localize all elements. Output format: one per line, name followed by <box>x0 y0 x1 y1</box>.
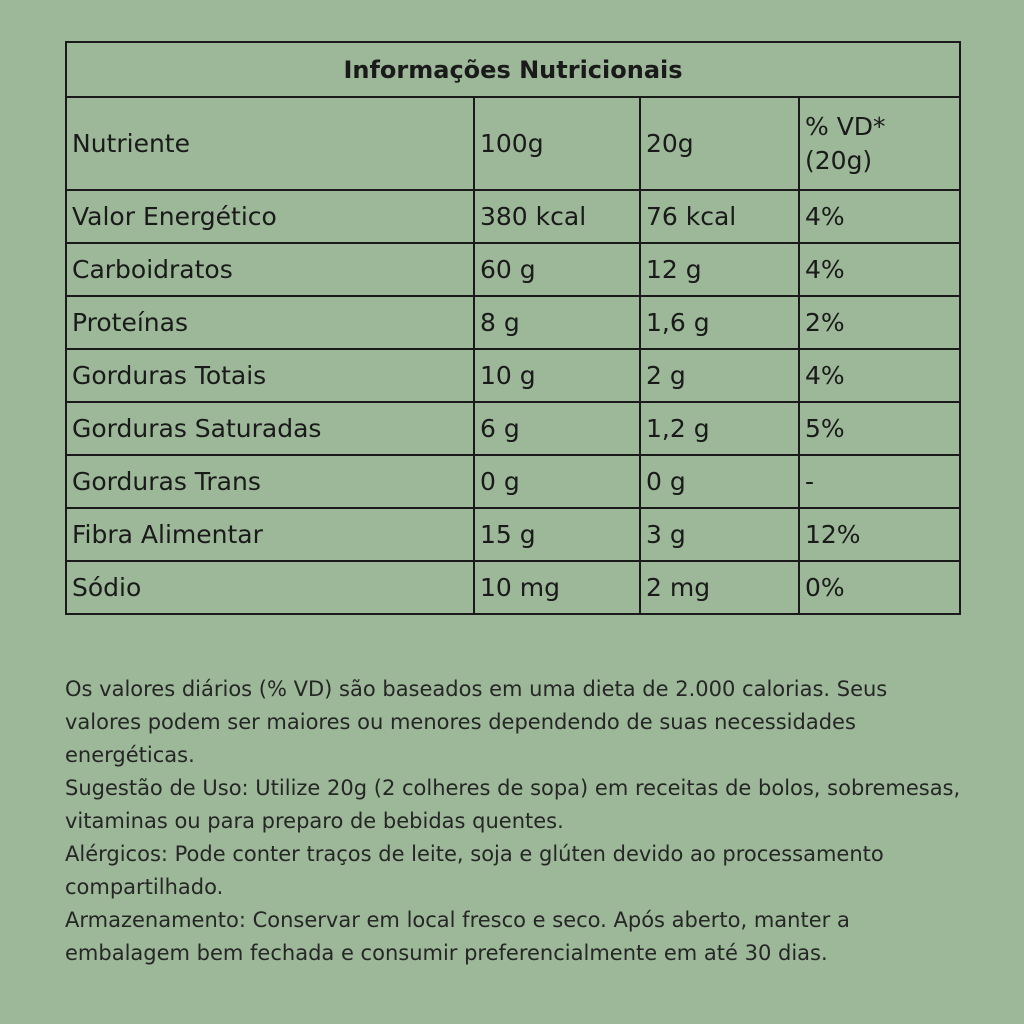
value-20g: 3 g <box>640 508 799 561</box>
value-100g: 8 g <box>474 296 640 349</box>
value-100g: 15 g <box>474 508 640 561</box>
table-row <box>66 243 960 296</box>
value-vd: 4% <box>799 243 960 296</box>
note-usage-suggestion: Sugestão de Uso: Utilize 20g (2 colheres de sopa) em receitas de bolos, sobremesas, vitaminas ou para preparo de bebidas quentes. <box>65 776 961 833</box>
header-nutrient: Nutriente <box>66 97 474 190</box>
table-body <box>66 190 960 614</box>
nutrition-table <box>65 41 961 615</box>
note-daily-values: Os valores diários (% VD) são baseados em uma dieta de 2.000 calorias. Seus valores podem ser maiores ou menores dependendo de suas necessidades energéticas. <box>65 677 888 767</box>
table-row <box>66 402 960 455</box>
value-vd: - <box>799 455 960 508</box>
value-20g: 0 g <box>640 455 799 508</box>
table-row <box>66 296 960 349</box>
value-20g: 1,2 g <box>640 402 799 455</box>
nutrient-name: Valor Energético <box>66 190 474 243</box>
nutrient-name: Carboidratos <box>66 243 474 296</box>
value-vd: 2% <box>799 296 960 349</box>
nutrient-name: Gorduras Totais <box>66 349 474 402</box>
header-20g: 20g <box>640 97 799 190</box>
nutrient-name: Gorduras Trans <box>66 455 474 508</box>
nutrient-name: Gorduras Saturadas <box>66 402 474 455</box>
table-title-row <box>66 42 960 97</box>
header-vd: % VD* (20g) <box>799 97 960 190</box>
nutrient-name: Proteínas <box>66 296 474 349</box>
value-100g: 60 g <box>474 243 640 296</box>
value-100g: 10 mg <box>474 561 640 614</box>
value-20g: 2 g <box>640 349 799 402</box>
value-vd: 5% <box>799 402 960 455</box>
note-storage: Armazenamento: Conservar em local fresco e seco. Após aberto, manter a embalagem bem fechada e consumir preferencialmente em até 30 dias. <box>65 908 850 965</box>
value-100g: 10 g <box>474 349 640 402</box>
table-header-row <box>66 97 960 190</box>
table-row <box>66 508 960 561</box>
value-vd: 12% <box>799 508 960 561</box>
value-20g: 76 kcal <box>640 190 799 243</box>
value-vd: 4% <box>799 349 960 402</box>
value-20g: 1,6 g <box>640 296 799 349</box>
notes-section <box>65 673 965 970</box>
value-vd: 4% <box>799 190 960 243</box>
table-row <box>66 190 960 243</box>
value-100g: 6 g <box>474 402 640 455</box>
value-20g: 12 g <box>640 243 799 296</box>
table-row <box>66 561 960 614</box>
value-20g: 2 mg <box>640 561 799 614</box>
value-100g: 380 kcal <box>474 190 640 243</box>
header-100g: 100g <box>474 97 640 190</box>
nutrient-name: Sódio <box>66 561 474 614</box>
value-100g: 0 g <box>474 455 640 508</box>
table-title: Informações Nutricionais <box>66 42 960 97</box>
table-row <box>66 455 960 508</box>
value-vd: 0% <box>799 561 960 614</box>
nutrient-name: Fibra Alimentar <box>66 508 474 561</box>
note-allergens: Alérgicos: Pode conter traços de leite, soja e glúten devido ao processamento compartilhado. <box>65 842 884 899</box>
table-row <box>66 349 960 402</box>
